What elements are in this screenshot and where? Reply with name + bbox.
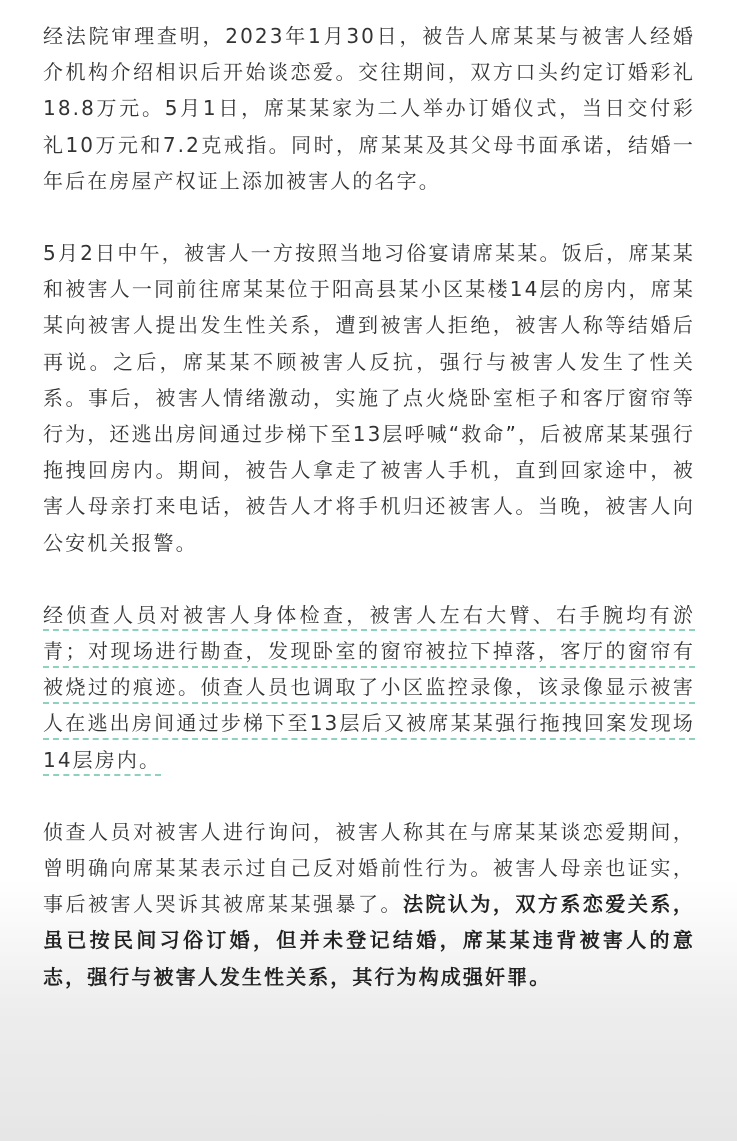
article-body xyxy=(43,18,695,995)
paragraph-investigation: 经侦查人员对被害人身体检查，被害人左右大臂、右手腕均有淤青；对现场进行勘查，发现卧室的窗帘被拉下掉落，客厅的窗帘有被烧过的痕迹。侦查人员也调取了小区监控录像，该录像显示被害人在逃出房间通过步梯下至13层后又被席某某强行拖拽回案发现场14层房内。 xyxy=(43,602,695,772)
paragraph-testimony-and-ruling xyxy=(43,814,695,995)
paragraph-court-findings: 经法院审理查明，2023年1月30日，被告人席某某与被害人经婚介机构介绍相识后开始谈恋爱。交往期间，双方口头约定订婚彩礼18.8万元。5月1日，席某某家为二人举办订婚仪式，当日交付彩礼10万元和7.2克戒指。同时，席某某及其父母书面承诺，结婚一年后在房屋产权证上添加被害人的名字。 xyxy=(43,24,695,193)
paragraph-incident: 5月2日中午，被害人一方按照当地习俗宴请席某某。饭后，席某某和被害人一同前往席某某位于阳高县某小区某楼14层的房内，席某某向被害人提出发生性关系，遭到被害人拒绝，被害人称等结婚后再说。之后，席某某不顾被害人反抗，强行与被害人发生了性关系。事后，被害人情绪激动，实施了点火烧卧室柜子和客厅窗帘等行为，还逃出房间通过步梯下至13层呼喊“救命”，后被席某某强行拖拽回房内。期间，被告人拿走了被害人手机，直到回家途中，被害人母亲打来电话，被告人才将手机归还被害人。当晚，被害人向公安机关报警。 xyxy=(43,241,695,555)
testimony-text: 侦查人员对被害人进行询问，被害人称其在与席某某谈恋爱期间，曾明确向席某某表示过自己反对婚前性行为。被害人母亲也证实，事后被害人哭诉其被席某某强暴了。 xyxy=(43,819,695,917)
court-ruling-text: 法院认为，双方系恋爱关系，虽已按民间习俗订婚，但并未登记结婚，席某某违背被害人的意志，强行与被害人发生性关系，其行为构成强奸罪。 xyxy=(43,892,695,989)
